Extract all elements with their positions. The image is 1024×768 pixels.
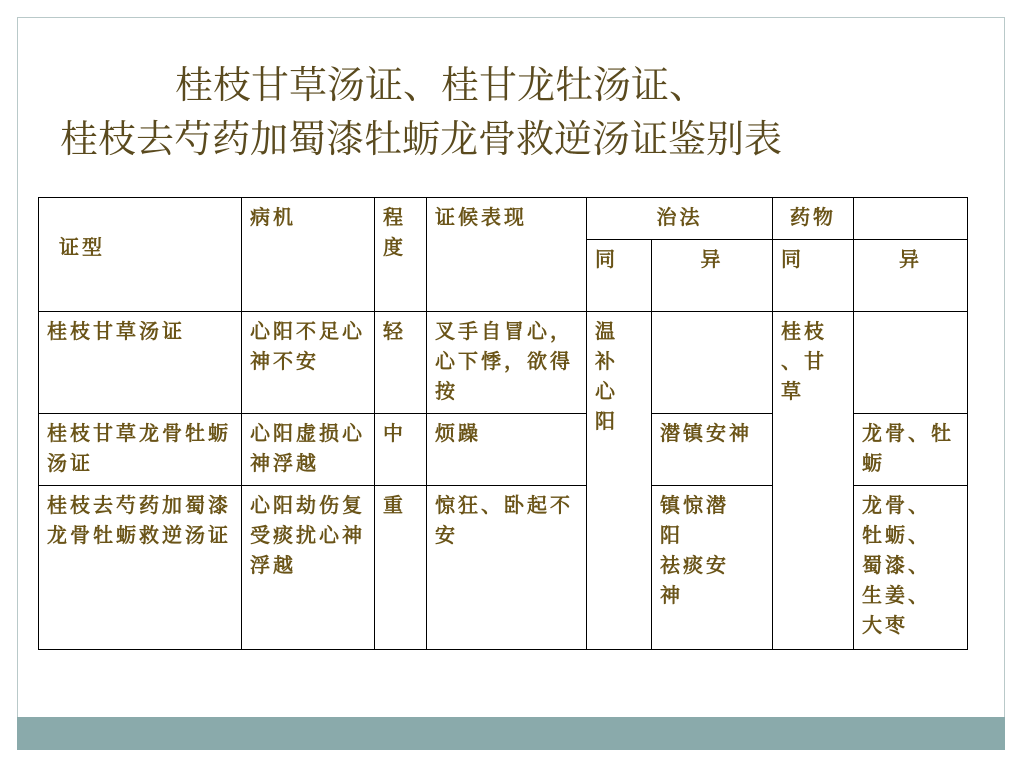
header-treatment: 治法 [587, 198, 773, 240]
header-herbs-blank [854, 198, 968, 240]
row2-herbs-diff: 龙骨、牡蛎 [854, 414, 968, 486]
row1-symptoms: 叉手自冒心，心下悸，欲得按 [427, 312, 587, 414]
row3-herbs-diff-1: 龙骨、 [862, 493, 931, 517]
row3-herbs-diff-5: 大枣 [862, 613, 908, 637]
footer-bar [17, 717, 1005, 750]
herbs-same-3: 草 [781, 379, 804, 403]
header-syndrome-type: 证型 [39, 198, 242, 312]
row3-mechanism: 心阳劫伤复受痰扰心神浮越 [242, 486, 375, 650]
header-herbs-diff: 异 [854, 240, 968, 312]
treatment-same-4: 阳 [595, 409, 618, 433]
row3-herbs-diff-2: 牡蛎、 [862, 523, 931, 547]
row3-symptoms: 惊狂、卧起不安 [427, 486, 587, 650]
row3-degree: 重 [375, 486, 427, 650]
row1-mechanism: 心阳不足心神不安 [242, 312, 375, 414]
row1-type: 桂枝甘草汤证 [39, 312, 242, 414]
treatment-same-cell [587, 312, 652, 650]
header-degree-2: 度 [383, 235, 406, 259]
row3-herbs-diff-4: 生姜、 [862, 583, 931, 607]
row3-treatment-diff-1: 镇惊潜 [660, 493, 729, 517]
header-herbs-same: 同 [773, 240, 854, 312]
header-degree [375, 198, 427, 312]
row3-treatment-diff-3: 祛痰安 [660, 553, 729, 577]
herbs-same-2: 、甘 [781, 349, 827, 373]
header-treatment-diff: 异 [652, 240, 773, 312]
row2-symptoms: 烦躁 [427, 414, 587, 486]
row1-treatment-diff [652, 312, 773, 414]
slide-title-line1: 桂枝甘草汤证、桂甘龙牡汤证、 [175, 63, 708, 107]
header-herbs: 药物 [773, 198, 854, 240]
slide-title-line2: 桂枝去芍药加蜀漆牡蛎龙骨救逆汤证鉴别表 [60, 117, 783, 161]
row3-herbs-diff-3: 蜀漆、 [862, 553, 931, 577]
row3-type: 桂枝去芍药加蜀漆龙骨牡蛎救逆汤证 [39, 486, 242, 650]
row3-treatment-diff-2: 阳 [660, 523, 683, 547]
header-treatment-same: 同 [587, 240, 652, 312]
treatment-same-2: 补 [595, 349, 618, 373]
herbs-same-cell [773, 312, 854, 650]
row1-degree: 轻 [375, 312, 427, 414]
row2-type: 桂枝甘草龙骨牡蛎汤证 [39, 414, 242, 486]
header-degree-1: 程 [383, 205, 406, 229]
treatment-same-3: 心 [595, 379, 618, 403]
row2-degree: 中 [375, 414, 427, 486]
row2-treatment-diff: 潜镇安神 [652, 414, 773, 486]
row1-herbs-diff [854, 312, 968, 414]
header-pathogenesis: 病机 [242, 198, 375, 312]
row3-treatment-diff [652, 486, 773, 650]
header-symptoms: 证候表现 [427, 198, 587, 312]
table-row [39, 312, 968, 414]
treatment-same-1: 温 [595, 319, 618, 343]
row2-mechanism: 心阳虚损心神浮越 [242, 414, 375, 486]
row3-herbs-diff [854, 486, 968, 650]
differentiation-table [38, 197, 968, 650]
herbs-same-1: 桂枝 [781, 319, 827, 343]
row3-treatment-diff-4: 神 [660, 583, 683, 607]
